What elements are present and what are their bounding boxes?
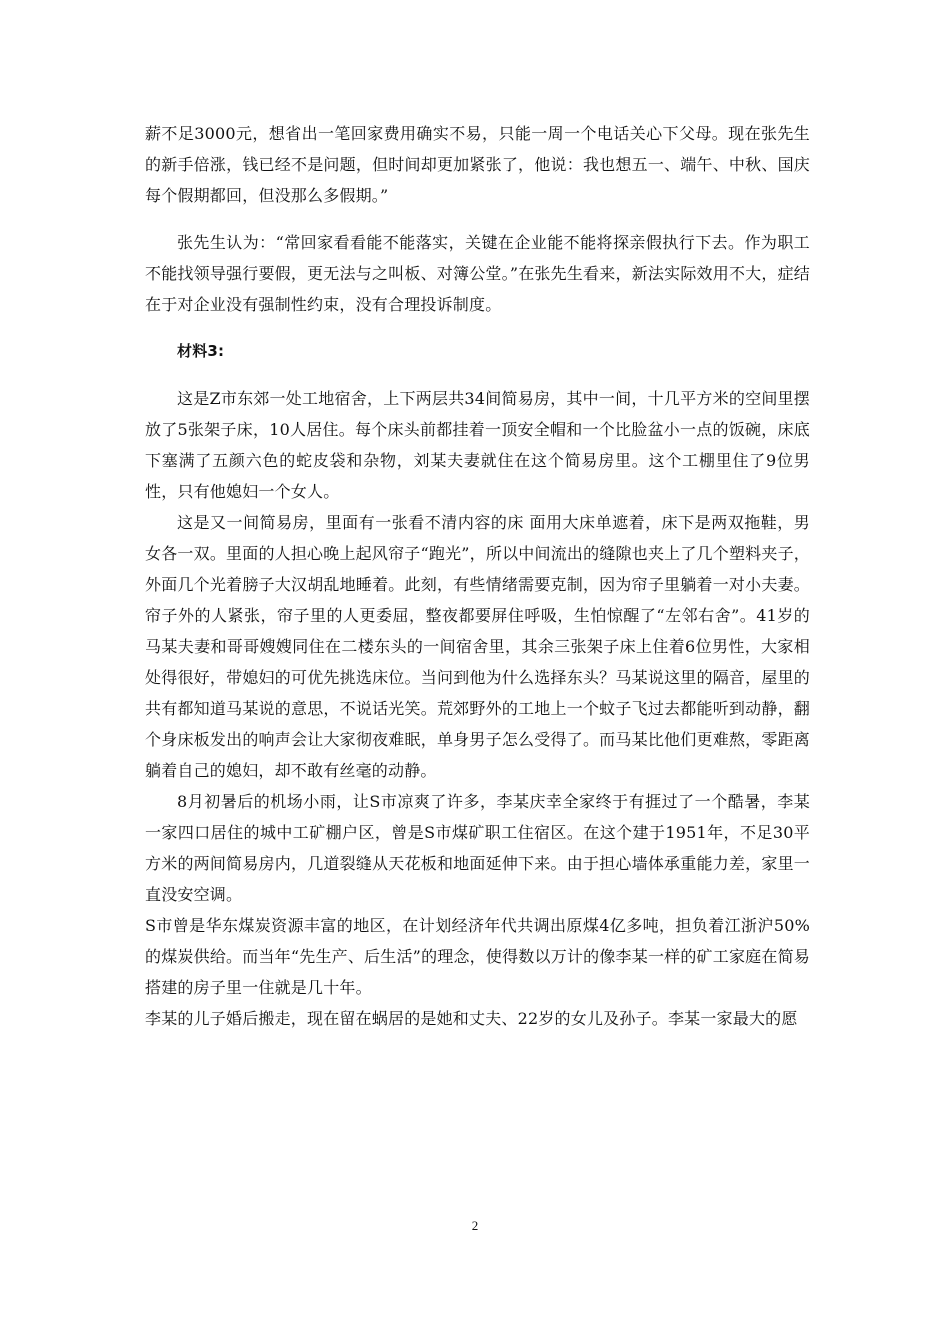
page-number: 2: [471, 1218, 479, 1233]
paragraph-1: 薪不足3000元，想省出一笔回家费用确实不易，只能一周一个电话关心下父母。现在张先生的新手倍涨，钱已经不是问题，但时间却更加紧张了，他说：我也想五一、端午、中秋、国庆每个假期都回，但没那么多假期。”: [145, 124, 810, 205]
paragraph-5: 8月初暑后的机场小雨，让S市凉爽了许多，李某庆幸全家终于有捱过了一个酷暑，李某一家四口居住的城中工矿棚户区，曾是S市煤矿职工住宿区。在这个建于1951年，不足30平方米的两间简易房内，几道裂缝从天花板和地面延伸下来。由于担心墙体承重能力差，家里一直没安空调。: [145, 792, 810, 904]
paragraph-6: S市曾是华东煤炭资源丰富的地区，在计划经济年代共调出原煤4亿多吨，担负着江浙沪50%的煤炭供给。而当年“先生产、后生活”的理念，使得数以万计的像李某一样的矿工家庭在简易搭建的房子里一住就是几十年。: [145, 916, 810, 997]
paragraph-3: 这是Z市东郊一处工地宿舍，上下两层共34间简易房，其中一间，十几平方米的空间里摆放了5张架子床，10人居住。每个床头前都挂着一顶安全帽和一个比脸盆小一点的饭碗，床底下塞满了五颜六色的蛇皮袋和杂物，刘某夫妻就住在这个简易房里。这个工棚里住了9位男性，只有他媳妇一个女人。: [145, 389, 810, 501]
paragraph-4: 这是又一间简易房，里面有一张看不清内容的床 面用大床单遮着，床下是两双拖鞋，男女各一双。里面的人担心晚上起风帘子“跑光”，所以中间流出的缝隙也夹上了几个塑料夹子，外面几个光着膀子大汉胡乱地睡着。此刻，有些情绪需要克制，因为帘子里躺着一对小夫妻。帘子外的人紧张，帘子里的人更委屈，整夜都要屏住呼吸，生怕惊醒了“左邻右舍”。41岁的马某夫妻和哥哥嫂嫂同住在二楼东头的一间宿舍里，其余三张架子床上住着6位男性，大家相处得很好，带媳妇的可优先挑选床位。当问到他为什么选择东头？马某说这里的隔音，屋里的共有都知道马某说的意思，不说话光笑。荒郊野外的工地上一个蚊子飞过去都能听到动静，翻个身床板发出的响声会让大家彻夜难眠，单身男子怎么受得了。而马某比他们更难熬，零距离躺着自己的媳妇，却不敢有丝毫的动静。: [145, 513, 810, 780]
paragraph-2: 张先生认为：“常回家看看能不能落实，关键在企业能不能将探亲假执行下去。作为职工不能找领导强行要假，更无法与之叫板、对簿公堂。”在张先生看来，新法实际效用不大，症结在于对企业没有强制性约束，没有合理投诉制度。: [145, 233, 810, 314]
paragraph-7: 李某的儿子婚后搬走，现在留在蜗居的是她和丈夫、22岁的女儿及孙子。李某一家最大的愿: [145, 1009, 798, 1028]
section-heading-material-3: 材料3:: [177, 342, 225, 360]
document-body: [145, 118, 810, 1034]
